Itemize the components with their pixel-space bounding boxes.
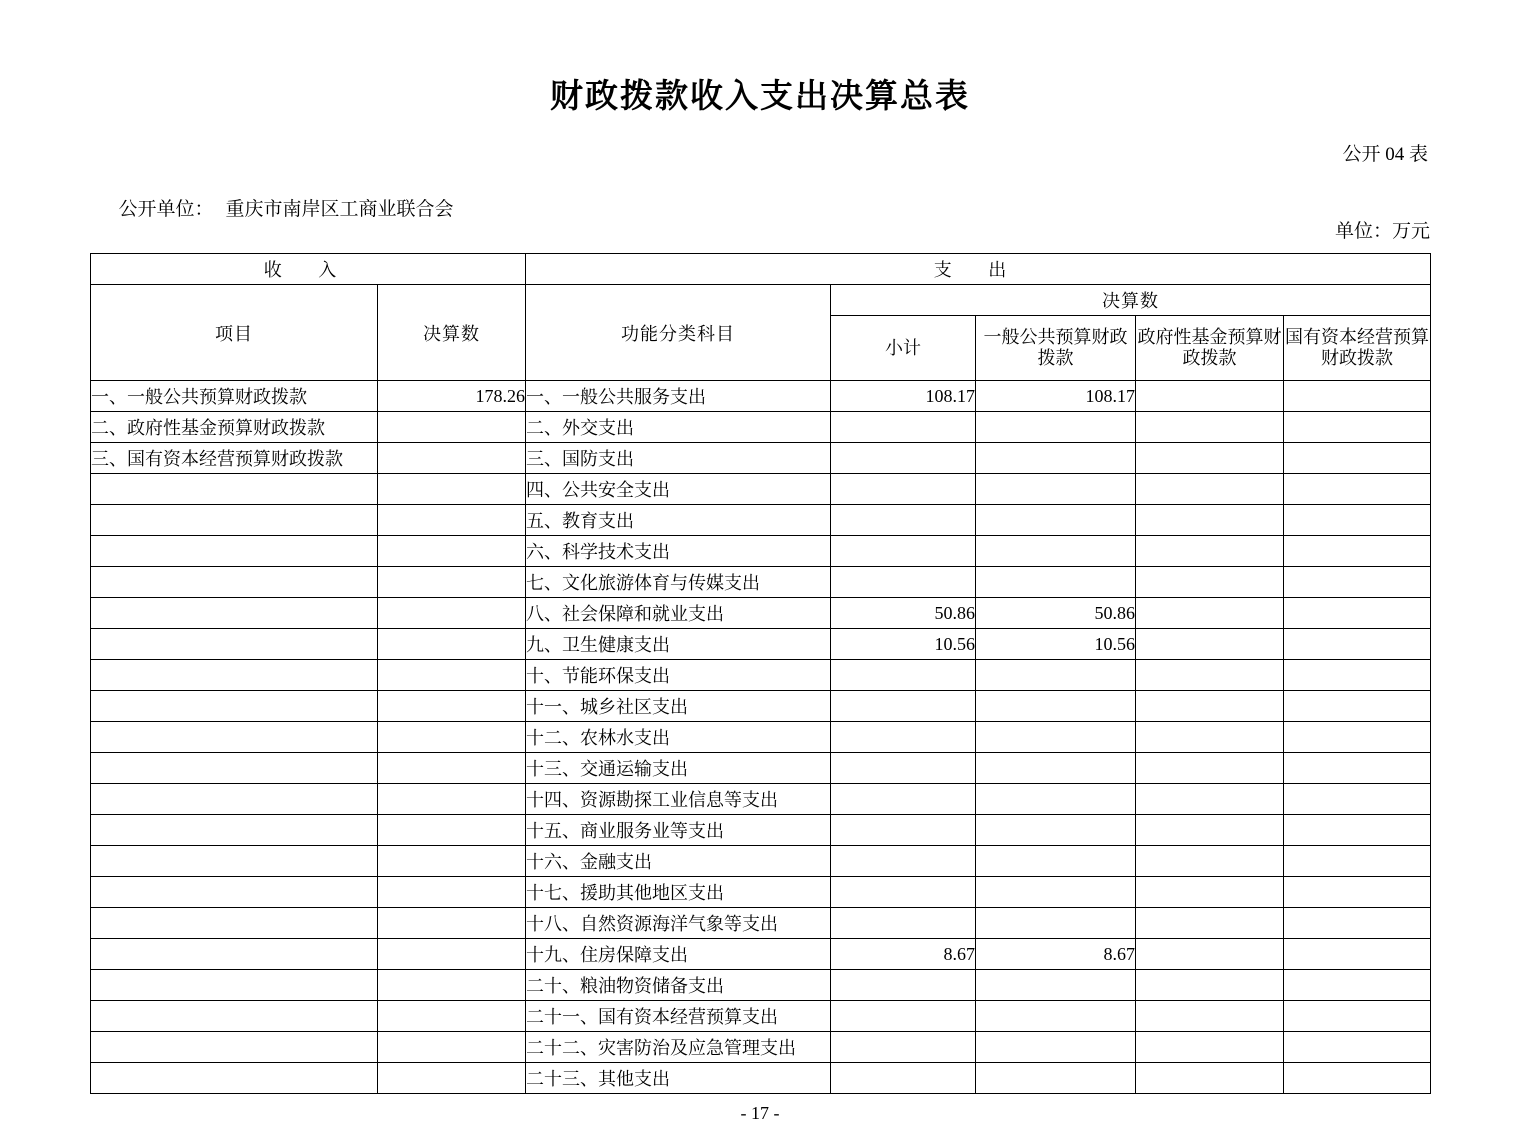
expense-subject: 五、教育支出 bbox=[526, 505, 831, 536]
expense-capital bbox=[1284, 877, 1431, 908]
income-item bbox=[91, 629, 378, 660]
income-item bbox=[91, 474, 378, 505]
expense-capital bbox=[1284, 908, 1431, 939]
expense-fund bbox=[1136, 1032, 1284, 1063]
income-item bbox=[91, 970, 378, 1001]
income-item bbox=[91, 846, 378, 877]
expense-subtotal bbox=[831, 846, 976, 877]
expense-subtotal bbox=[831, 1032, 976, 1063]
expense-fund bbox=[1136, 598, 1284, 629]
income-value: 178.26 bbox=[378, 381, 526, 412]
expense-general bbox=[976, 1063, 1136, 1094]
income-value bbox=[378, 846, 526, 877]
income-item bbox=[91, 567, 378, 598]
income-item: 二、政府性基金预算财政拨款 bbox=[91, 412, 378, 443]
expense-capital bbox=[1284, 939, 1431, 970]
expense-subtotal bbox=[831, 474, 976, 505]
table-row bbox=[91, 629, 1431, 660]
income-value bbox=[378, 1063, 526, 1094]
expense-capital bbox=[1284, 536, 1431, 567]
income-value bbox=[378, 753, 526, 784]
expense-capital bbox=[1284, 660, 1431, 691]
expense-subject: 六、科学技术支出 bbox=[526, 536, 831, 567]
income-value bbox=[378, 939, 526, 970]
income-item bbox=[91, 722, 378, 753]
expense-fund bbox=[1136, 939, 1284, 970]
expense-general bbox=[976, 970, 1136, 1001]
expense-capital bbox=[1284, 722, 1431, 753]
expense-general: 10.56 bbox=[976, 629, 1136, 660]
income-value bbox=[378, 908, 526, 939]
table-row bbox=[91, 567, 1431, 598]
expense-subtotal bbox=[831, 691, 976, 722]
expense-general bbox=[976, 1001, 1136, 1032]
expense-general: 108.17 bbox=[976, 381, 1136, 412]
expense-subtotal: 108.17 bbox=[831, 381, 976, 412]
expense-capital bbox=[1284, 598, 1431, 629]
expense-general bbox=[976, 505, 1136, 536]
expense-fund bbox=[1136, 846, 1284, 877]
expense-subject: 二十三、其他支出 bbox=[526, 1063, 831, 1094]
expense-capital bbox=[1284, 505, 1431, 536]
income-value bbox=[378, 970, 526, 1001]
group-header-expense: 支 出 bbox=[526, 254, 1431, 285]
expense-fund bbox=[1136, 629, 1284, 660]
income-value bbox=[378, 443, 526, 474]
table-row bbox=[91, 939, 1431, 970]
table-row bbox=[91, 598, 1431, 629]
expense-fund bbox=[1136, 660, 1284, 691]
expense-subject: 四、公共安全支出 bbox=[526, 474, 831, 505]
expense-capital bbox=[1284, 629, 1431, 660]
table-row bbox=[91, 877, 1431, 908]
expense-fund bbox=[1136, 1063, 1284, 1094]
table-row bbox=[91, 381, 1431, 412]
expense-capital bbox=[1284, 412, 1431, 443]
income-item bbox=[91, 815, 378, 846]
expense-general bbox=[976, 691, 1136, 722]
col-header-gov-fund: 政府性基金预算财政拨款 bbox=[1136, 316, 1284, 381]
income-value bbox=[378, 815, 526, 846]
expense-general bbox=[976, 753, 1136, 784]
expense-general bbox=[976, 412, 1136, 443]
table-row bbox=[91, 412, 1431, 443]
expense-subtotal bbox=[831, 970, 976, 1001]
expense-capital bbox=[1284, 846, 1431, 877]
expense-subject: 十、节能环保支出 bbox=[526, 660, 831, 691]
col-header-function-subject: 功能分类科目 bbox=[526, 285, 831, 381]
expense-general bbox=[976, 908, 1136, 939]
expense-subject: 十一、城乡社区支出 bbox=[526, 691, 831, 722]
income-value bbox=[378, 412, 526, 443]
expense-subtotal bbox=[831, 722, 976, 753]
table-row bbox=[91, 691, 1431, 722]
table-subheader-row-1 bbox=[91, 285, 1431, 316]
expense-subject: 十四、资源勘探工业信息等支出 bbox=[526, 784, 831, 815]
expense-fund bbox=[1136, 815, 1284, 846]
expense-subtotal bbox=[831, 505, 976, 536]
income-value bbox=[378, 598, 526, 629]
expense-subject: 十九、住房保障支出 bbox=[526, 939, 831, 970]
income-item bbox=[91, 1001, 378, 1032]
table-row bbox=[91, 536, 1431, 567]
col-header-subtotal: 小计 bbox=[831, 316, 976, 381]
expense-subtotal bbox=[831, 1063, 976, 1094]
expense-general bbox=[976, 443, 1136, 474]
expense-subtotal bbox=[831, 908, 976, 939]
income-value bbox=[378, 629, 526, 660]
col-header-state-capital: 国有资本经营预算财政拨款 bbox=[1284, 316, 1431, 381]
expense-subtotal bbox=[831, 567, 976, 598]
income-item bbox=[91, 691, 378, 722]
meta-row bbox=[90, 172, 1430, 243]
expense-subject: 二、外交支出 bbox=[526, 412, 831, 443]
expense-capital bbox=[1284, 1001, 1431, 1032]
table-row bbox=[91, 846, 1431, 877]
table-row bbox=[91, 660, 1431, 691]
expense-subject: 三、国防支出 bbox=[526, 443, 831, 474]
col-header-general-public: 一般公共预算财政拨款 bbox=[976, 316, 1136, 381]
table-row bbox=[91, 722, 1431, 753]
income-value bbox=[378, 660, 526, 691]
expense-capital bbox=[1284, 753, 1431, 784]
expense-general bbox=[976, 660, 1136, 691]
expense-subtotal: 10.56 bbox=[831, 629, 976, 660]
amount-unit: 单位：万元 bbox=[1334, 221, 1430, 242]
expense-subject: 二十二、灾害防治及应急管理支出 bbox=[526, 1032, 831, 1063]
expense-general bbox=[976, 474, 1136, 505]
income-item bbox=[91, 939, 378, 970]
income-item bbox=[91, 908, 378, 939]
income-item: 一、一般公共预算财政拨款 bbox=[91, 381, 378, 412]
table-row bbox=[91, 908, 1431, 939]
expense-fund bbox=[1136, 691, 1284, 722]
expense-subject: 十八、自然资源海洋气象等支出 bbox=[526, 908, 831, 939]
income-item: 三、国有资本经营预算财政拨款 bbox=[91, 443, 378, 474]
expense-capital bbox=[1284, 474, 1431, 505]
expense-general: 50.86 bbox=[976, 598, 1136, 629]
col-header-income-final: 决算数 bbox=[378, 285, 526, 381]
table-row bbox=[91, 1001, 1431, 1032]
expense-subtotal bbox=[831, 1001, 976, 1032]
income-value bbox=[378, 1032, 526, 1063]
expense-capital bbox=[1284, 567, 1431, 598]
expense-fund bbox=[1136, 722, 1284, 753]
expense-fund bbox=[1136, 505, 1284, 536]
expense-subtotal: 8.67 bbox=[831, 939, 976, 970]
table-group-header-row bbox=[91, 254, 1431, 285]
income-value bbox=[378, 474, 526, 505]
expense-subtotal bbox=[831, 412, 976, 443]
table-row bbox=[91, 970, 1431, 1001]
expense-subject: 八、社会保障和就业支出 bbox=[526, 598, 831, 629]
publish-unit bbox=[90, 172, 454, 243]
income-item bbox=[91, 784, 378, 815]
table-row bbox=[91, 815, 1431, 846]
expense-subtotal bbox=[831, 784, 976, 815]
expense-subject: 十五、商业服务业等支出 bbox=[526, 815, 831, 846]
group-header-income: 收 入 bbox=[91, 254, 526, 285]
table-row bbox=[91, 1063, 1431, 1094]
expense-subtotal: 50.86 bbox=[831, 598, 976, 629]
income-item bbox=[91, 505, 378, 536]
expense-subtotal bbox=[831, 443, 976, 474]
expense-fund bbox=[1136, 1001, 1284, 1032]
expense-general bbox=[976, 567, 1136, 598]
income-value bbox=[378, 722, 526, 753]
expense-capital bbox=[1284, 970, 1431, 1001]
expense-fund bbox=[1136, 970, 1284, 1001]
expense-subtotal bbox=[831, 660, 976, 691]
income-value bbox=[378, 536, 526, 567]
expense-general bbox=[976, 846, 1136, 877]
expense-subject: 十二、农林水支出 bbox=[526, 722, 831, 753]
expense-subtotal bbox=[831, 536, 976, 567]
expense-subject: 十三、交通运输支出 bbox=[526, 753, 831, 784]
income-item bbox=[91, 1032, 378, 1063]
table-row bbox=[91, 784, 1431, 815]
income-value bbox=[378, 877, 526, 908]
table-row bbox=[91, 474, 1431, 505]
expense-general bbox=[976, 722, 1136, 753]
expense-capital bbox=[1284, 381, 1431, 412]
expense-subject: 二十一、国有资本经营预算支出 bbox=[526, 1001, 831, 1032]
sheet-number: 公开 04 表 bbox=[1342, 144, 1428, 165]
document-page bbox=[0, 70, 1520, 1144]
table-row bbox=[91, 1032, 1431, 1063]
expense-subtotal bbox=[831, 815, 976, 846]
expense-fund bbox=[1136, 784, 1284, 815]
expense-subtotal bbox=[831, 753, 976, 784]
table-row bbox=[91, 505, 1431, 536]
budget-table bbox=[90, 253, 1431, 1094]
income-item bbox=[91, 598, 378, 629]
expense-fund bbox=[1136, 412, 1284, 443]
expense-fund bbox=[1136, 753, 1284, 784]
income-value bbox=[378, 1001, 526, 1032]
expense-capital bbox=[1284, 443, 1431, 474]
income-item bbox=[91, 660, 378, 691]
col-header-income-item: 项目 bbox=[91, 285, 378, 381]
expense-fund bbox=[1136, 877, 1284, 908]
publish-unit-label: 公开单位： bbox=[118, 199, 214, 220]
expense-subtotal bbox=[831, 877, 976, 908]
expense-general bbox=[976, 536, 1136, 567]
income-item bbox=[91, 877, 378, 908]
income-value bbox=[378, 505, 526, 536]
income-item bbox=[91, 536, 378, 567]
expense-fund bbox=[1136, 536, 1284, 567]
publish-unit-value: 重庆市南岸区工商业联合会 bbox=[225, 199, 454, 220]
expense-general: 8.67 bbox=[976, 939, 1136, 970]
page-footer: - 17 - bbox=[740, 1103, 780, 1123]
expense-capital bbox=[1284, 784, 1431, 815]
expense-subject: 十六、金融支出 bbox=[526, 846, 831, 877]
expense-subject: 一、一般公共服务支出 bbox=[526, 381, 831, 412]
expense-fund bbox=[1136, 908, 1284, 939]
expense-capital bbox=[1284, 1032, 1431, 1063]
table-row bbox=[91, 443, 1431, 474]
income-value bbox=[378, 784, 526, 815]
expense-general bbox=[976, 1032, 1136, 1063]
page-title: 财政拨款收入支出决算总表 bbox=[550, 79, 970, 115]
expense-subject: 七、文化旅游体育与传媒支出 bbox=[526, 567, 831, 598]
expense-subject: 十七、援助其他地区支出 bbox=[526, 877, 831, 908]
expense-general bbox=[976, 877, 1136, 908]
expense-fund bbox=[1136, 567, 1284, 598]
expense-fund bbox=[1136, 381, 1284, 412]
col-header-final-group: 决算数 bbox=[831, 285, 1431, 316]
expense-capital bbox=[1284, 815, 1431, 846]
expense-subject: 九、卫生健康支出 bbox=[526, 629, 831, 660]
expense-general bbox=[976, 784, 1136, 815]
expense-fund bbox=[1136, 474, 1284, 505]
income-value bbox=[378, 567, 526, 598]
income-value bbox=[378, 691, 526, 722]
income-item bbox=[91, 1063, 378, 1094]
expense-capital bbox=[1284, 1063, 1431, 1094]
expense-subject: 二十、粮油物资储备支出 bbox=[526, 970, 831, 1001]
expense-capital bbox=[1284, 691, 1431, 722]
expense-general bbox=[976, 815, 1136, 846]
income-item bbox=[91, 753, 378, 784]
table-row bbox=[91, 753, 1431, 784]
expense-fund bbox=[1136, 443, 1284, 474]
